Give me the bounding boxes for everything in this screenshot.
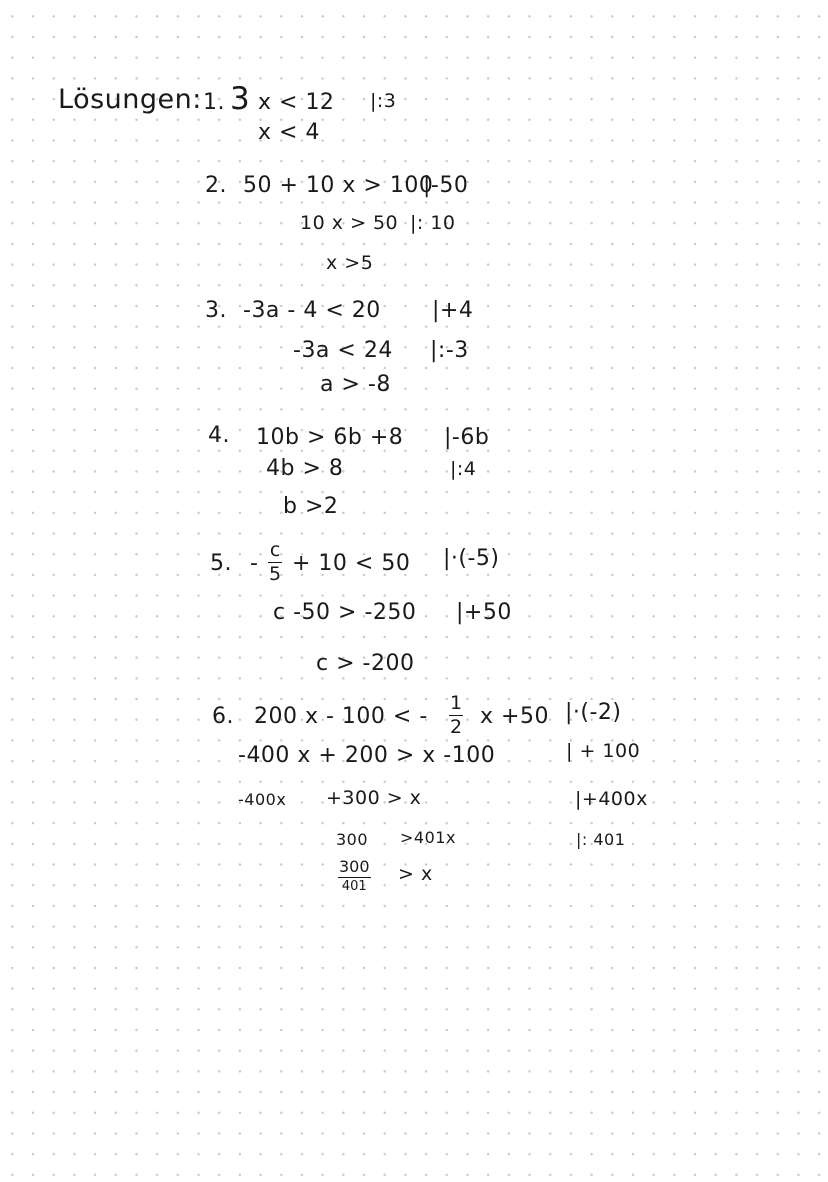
operation-note: |-6b: [444, 425, 490, 450]
fraction-numerator: 1: [450, 692, 463, 714]
operation-note: |+4: [432, 298, 474, 323]
problem-number: 1.: [203, 90, 225, 115]
operation-note: |:-3: [430, 338, 469, 363]
equation-line: 10b > 6b +8: [256, 425, 404, 450]
equation-line: x +50: [480, 704, 549, 729]
operation-note: |: 10: [410, 212, 456, 234]
operation-note: |-50: [423, 173, 469, 198]
fraction-numerator: 300: [339, 857, 370, 876]
equation-line: -400 x + 200 > x -100: [238, 743, 496, 768]
operation-note: | + 100: [566, 740, 641, 762]
equation-line: a > -8: [320, 372, 391, 397]
page-title: Lösungen:: [58, 84, 202, 115]
fraction-denominator: 2: [450, 716, 463, 738]
fraction: [338, 859, 371, 893]
equation-line: x < 4: [258, 120, 320, 145]
problem-number: 4.: [208, 423, 230, 448]
problem-number: 5.: [210, 551, 232, 576]
problem-number: 6.: [212, 704, 234, 729]
equation-term: 300: [336, 830, 369, 849]
operation-note: |:3: [370, 90, 397, 112]
operation-note: |+50: [456, 600, 512, 625]
fraction-denominator: 5: [269, 563, 282, 585]
equation-line: x < 12: [258, 90, 335, 115]
equation-term: -400x: [238, 790, 287, 809]
equation-coefficient: 3: [230, 81, 251, 117]
problem-number: 3.: [205, 298, 227, 323]
equation-line: b >2: [283, 494, 339, 519]
minus-sign: -: [250, 551, 259, 576]
fraction-numerator: c: [269, 539, 281, 561]
equation-line: 4b > 8: [266, 456, 344, 481]
problem-number: 2.: [205, 173, 227, 198]
equation-line: -3a < 24: [293, 338, 393, 363]
equation-line: +300 > x: [326, 787, 422, 809]
operation-note: |·(-2): [565, 700, 622, 725]
equation-line: 10 x > 50: [300, 212, 399, 234]
equation-line: 200 x - 100 < -: [254, 704, 428, 729]
equation-line: c > -200: [316, 651, 415, 676]
fraction-denominator: 401: [341, 879, 367, 894]
equation-line: c -50 > -250: [273, 600, 417, 625]
operation-note: |:4: [450, 458, 477, 480]
equation-line: >401x: [400, 828, 456, 847]
equation-line: > x: [398, 863, 433, 885]
fraction-bar: [338, 877, 371, 878]
operation-note: |: 401: [576, 830, 626, 849]
fraction: [268, 541, 282, 584]
equation-line: + 10 < 50: [292, 551, 411, 576]
operation-note: |+400x: [575, 788, 648, 810]
equation-line: x >5: [326, 252, 374, 274]
equation-line: -3a - 4 < 20: [243, 298, 381, 323]
operation-note: |·(-5): [443, 546, 500, 571]
fraction: [449, 694, 463, 737]
equation-line: 50 + 10 x > 100: [243, 173, 434, 198]
